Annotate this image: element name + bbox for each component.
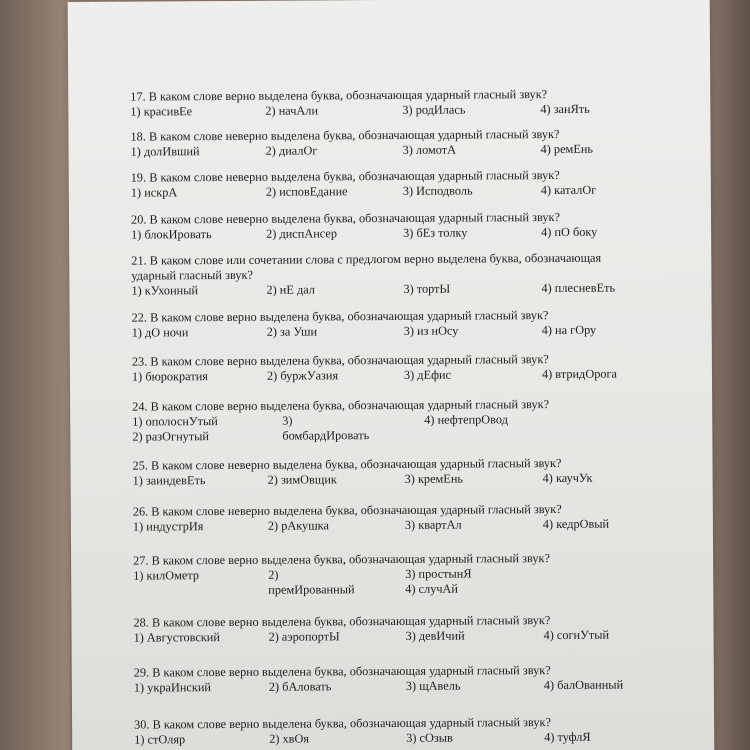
option-2: 2) буржУазия <box>266 368 339 383</box>
question-title: 29. В каком слове верно выделена буква, обозначающая ударный гласный звук? <box>133 663 551 680</box>
question-24 <box>132 396 652 446</box>
option-2: 2) за Уши <box>266 324 318 339</box>
option-2: 2) нЕ дал <box>266 282 315 297</box>
question-25 <box>132 455 652 489</box>
option-2: премИрованный <box>268 582 355 597</box>
option-2: 2) диспАнсер <box>266 226 338 241</box>
option-1: 1) Августовский <box>133 630 220 645</box>
answer-options <box>133 516 653 535</box>
option-2: 2) хвОя <box>269 731 310 746</box>
option-3: 3) сОзыв <box>406 730 453 745</box>
question-title: 28. В каком слове верно выделена буква, обозначающая ударный гласный звук? <box>133 613 551 630</box>
answer-options <box>133 470 653 489</box>
option-2: 2) разОгнутый <box>132 429 210 444</box>
option-2: 2) бАловать <box>268 679 332 694</box>
option-4: 4) каучУк <box>542 470 593 486</box>
question-title: 19. В каком слове неверно выделена буква, обозначающая ударный гласный звук? <box>130 167 560 185</box>
option-4: 4) пО боку <box>541 224 598 240</box>
option-1: 1) ополоснУтый <box>132 414 218 429</box>
worksheet-paper <box>68 0 715 750</box>
option-3: 3) дЕфис <box>403 367 452 382</box>
option-2: 2) аэропортЫ <box>268 629 340 644</box>
option-2: 2) зимОвщик <box>267 472 337 487</box>
answer-options <box>132 322 652 341</box>
option-4: 4) нефтепрОвод <box>424 412 508 427</box>
option-3: бомбардИровать <box>282 428 370 443</box>
option-4: 4) каталОг <box>540 182 597 198</box>
option-3-number: 3) <box>282 413 293 428</box>
question-title: 17. В каком слове верно выделена буква, обозначающая ударный гласный звук? <box>130 87 548 104</box>
question-30 <box>134 714 654 748</box>
option-3: 3) из нОсу <box>403 323 459 338</box>
option-4: 4) занЯть <box>540 101 590 117</box>
option-3: 3) щАвель <box>405 678 461 693</box>
question-23 <box>132 351 652 385</box>
option-3: 3) родИлась <box>402 102 466 117</box>
option-3: 3) бЕз толку <box>403 225 468 240</box>
option-4: 4) согнУтый <box>543 627 610 643</box>
question-title: 20. В каком слове неверно выделена буква, обозначающая ударный гласный звук? <box>130 209 560 227</box>
question-21 <box>131 250 651 299</box>
answer-options <box>134 729 654 748</box>
question-19 <box>131 167 651 201</box>
option-4: 4) втридОрога <box>541 366 618 382</box>
option-1: 1) заиндевЕть <box>132 473 206 488</box>
option-2: 2) начАли <box>265 103 319 118</box>
question-22 <box>132 307 652 341</box>
option-1: 1) стОляр <box>134 732 186 747</box>
option-1: 1) долИвший <box>130 144 200 159</box>
option-1: 1) красивЕе <box>130 104 193 119</box>
option-3: 3) квартАл <box>404 517 462 532</box>
question-title: 18. В каком слове неверно выделена буква, обозначающая ударный гласный звук? <box>130 126 560 144</box>
answer-options <box>133 565 653 600</box>
question-17 <box>130 86 650 120</box>
option-1: 1) индустрИя <box>132 519 204 534</box>
option-4: 4) на гОру <box>541 322 597 338</box>
option-3: 3) ломотА <box>402 142 457 157</box>
option-3: 3) тортЫ <box>403 281 451 296</box>
question-27 <box>133 550 653 600</box>
question-26 <box>133 501 653 535</box>
option-1: 1) блокИровать <box>131 227 212 242</box>
question-title: 22. В каком слове верно выделена буква, обозначающая ударный гласный звук? <box>131 308 549 325</box>
option-3: 3) кремЕнь <box>404 471 464 486</box>
option-1: 1) бюрократия <box>131 369 208 384</box>
answer-options <box>131 280 651 299</box>
answer-options <box>131 224 651 243</box>
option-2: 2) рАкушка <box>267 518 329 533</box>
option-4: 4) ремЕнь <box>540 141 594 157</box>
answer-options <box>132 411 652 446</box>
option-3: 3) Исподволь <box>402 183 473 198</box>
option-3: 3) девИчий <box>405 628 465 643</box>
question-20 <box>131 209 651 243</box>
answer-options <box>131 182 651 201</box>
question-29 <box>134 662 654 696</box>
option-1: 1) килОметр <box>133 568 200 583</box>
question-title: 21. В каком слове или сочетании слова с предлогом верно выделена буква, обозначающая ударный гласный звук? <box>131 250 602 283</box>
option-2-number: 2) <box>268 567 279 582</box>
option-1: 1) искрА <box>130 185 178 200</box>
question-title: 27. В каком слове верно выделена буква, обозначающая ударный гласный звук? <box>133 551 551 568</box>
option-4: 4) туфлЯ <box>544 729 591 745</box>
answer-options <box>132 366 652 385</box>
option-1: 1) кУхонный <box>131 283 199 298</box>
answer-options <box>134 677 654 696</box>
option-2: 2) диалОг <box>265 143 318 158</box>
option-4: 4) балОванный <box>543 677 624 693</box>
answer-options <box>134 627 654 646</box>
question-18 <box>130 126 650 160</box>
option-2: 2) исповЕдание <box>265 184 348 199</box>
question-title: 26. В каком слове неверно выделена буква, обозначающая ударный гласный звук? <box>132 501 562 519</box>
option-1: 1) дО ночи <box>131 325 189 340</box>
question-title: 24. В каком слове верно выделена буква, обозначающая ударный гласный звук? <box>132 397 550 414</box>
question-28 <box>133 612 653 646</box>
question-title: 30. В каком слове верно выделена буква, обозначающая ударный гласный звук? <box>134 715 552 732</box>
option-4: 4) случАй <box>405 581 459 596</box>
option-4: 4) плесневЕть <box>541 280 616 296</box>
question-title: 23. В каком слове верно выделена буква, обозначающая ударный гласный звук? <box>131 352 549 369</box>
question-title: 25. В каком слове неверно выделена буква, обозначающая ударный гласный звук? <box>132 455 562 473</box>
background-fabric-left <box>0 0 70 750</box>
option-3: 3) простынЯ <box>405 566 472 581</box>
answer-options <box>130 101 650 120</box>
option-1: 1) украИнский <box>133 680 212 695</box>
option-4: 4) кедрОвый <box>542 516 610 532</box>
answer-options <box>131 141 651 160</box>
